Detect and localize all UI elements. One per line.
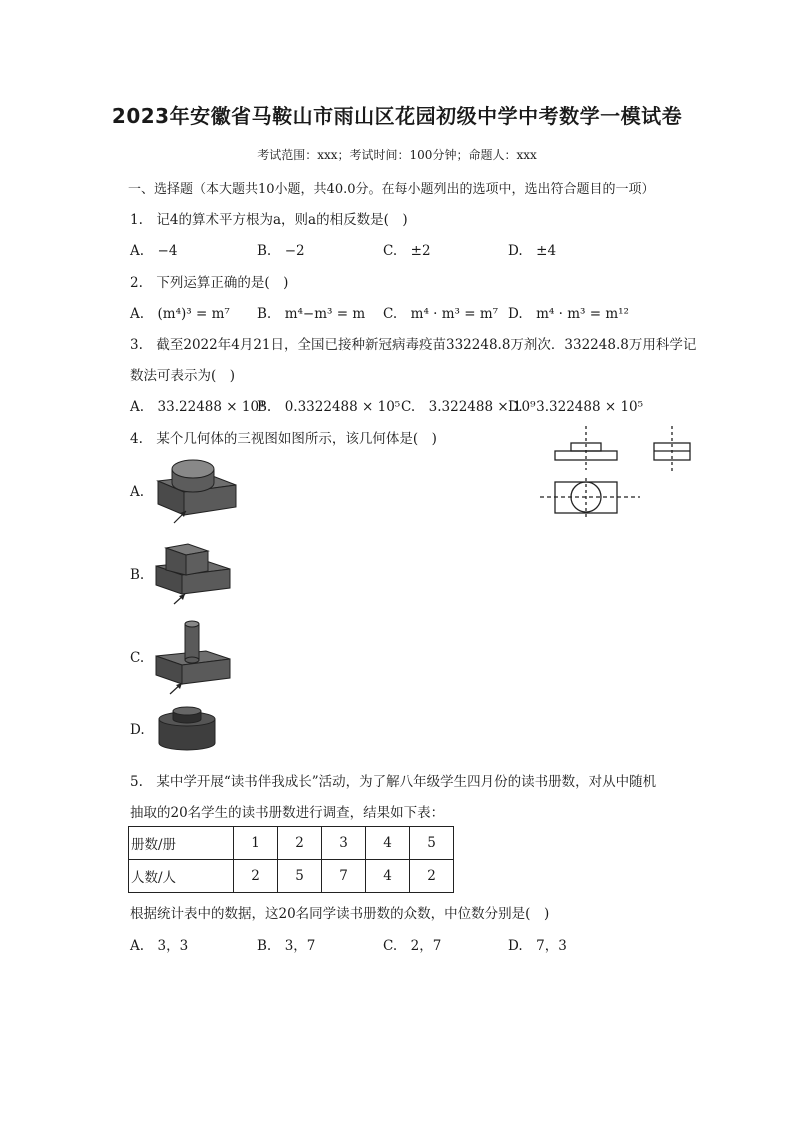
table-cell: 1	[234, 827, 278, 860]
exam-info: 考试范围：xxx；考试时间：100分钟；命题人：xxx	[257, 148, 537, 162]
q5-option-a: A. 3，3	[130, 938, 189, 954]
q2-option-b: B. m⁴−m³ = m	[257, 306, 366, 322]
q1-option-c: C. ±2	[383, 243, 431, 259]
table-row-label: 册数/册	[129, 827, 234, 860]
table-row	[129, 860, 454, 893]
side-view	[654, 426, 690, 472]
q1-option-a: A. −4	[130, 243, 178, 259]
q3-option-d: D. 3.322488 × 10⁵	[508, 399, 644, 415]
question-2-stem: 2. 下列运算正确的是( )	[130, 275, 289, 291]
table-cell: 2	[278, 827, 322, 860]
q3-option-a: A. 33.22488 × 10⁴	[130, 399, 265, 415]
q4-option-a-solid	[150, 455, 245, 527]
table-cell: 4	[366, 860, 410, 893]
q3-option-b: B. 0.3322488 × 10⁵	[257, 399, 401, 415]
section-heading: 一、选择题（本大题共10小题，共40.0分。在每小题列出的选项中，选出符合题目的一项）	[128, 182, 655, 197]
q5-option-d: D. 7，3	[508, 938, 567, 954]
question-4-stem: 4. 某个几何体的三视图如图所示，该几何体是( )	[130, 431, 437, 447]
question-3-stem-line2: 数法可表示为( )	[130, 368, 236, 384]
reading-stats-table	[128, 826, 454, 893]
question-3-stem-line1: 3. 截至2022年4月21日，全国已接种新冠病毒疫苗332248.8万剂次．332248.8万用科学记	[130, 337, 697, 353]
table-cell: 4	[366, 827, 410, 860]
table-cell: 7	[322, 860, 366, 893]
question-5-prompt: 根据统计表中的数据，这20名同学读书册数的众数，中位数分别是( )	[130, 906, 550, 922]
q2-option-d: D. m⁴ · m³ = m¹²	[508, 306, 629, 322]
table-cell: 2	[234, 860, 278, 893]
q4-option-d-solid	[155, 705, 220, 753]
top-view	[540, 478, 640, 518]
q5-option-c: C. 2，7	[383, 938, 442, 954]
table-row-label: 人数/人	[129, 860, 234, 893]
q2-option-c: C. m⁴ · m³ = m⁷	[383, 306, 499, 322]
table-cell: 5	[410, 827, 454, 860]
table-cell: 2	[410, 860, 454, 893]
question-5-stem-line1: 5. 某中学开展“读书伴我成长”活动，为了解八年级学生四月份的读书册数，对从中随机	[130, 774, 657, 790]
page-title: 2023年安徽省马鞍山市雨山区花园初级中学中考数学一模试卷	[111, 104, 683, 128]
table-cell: 5	[278, 860, 322, 893]
question-5-stem-line2: 抽取的20名学生的读书册数进行调查，结果如下表：	[130, 805, 445, 821]
q1-option-d: D. ±4	[508, 243, 557, 259]
question-1-stem: 1. 记4的算术平方根为a，则a的相反数是( )	[130, 212, 408, 228]
three-view-diagram	[540, 420, 700, 520]
q4-option-b-solid	[150, 538, 245, 610]
q4-option-c-label: C.	[130, 650, 145, 666]
q5-option-b: B. 3，7	[257, 938, 316, 954]
q4-option-a-label: A.	[130, 484, 145, 500]
table-row	[129, 827, 454, 860]
q4-option-c-solid	[150, 618, 245, 696]
q4-option-b-label: B.	[130, 567, 145, 583]
front-view	[555, 426, 617, 470]
q4-option-d-label: D.	[130, 722, 145, 738]
q2-option-a: A. (m⁴)³ = m⁷	[130, 306, 230, 322]
q3-option-c: C. 3.322488 × 10⁹	[401, 399, 536, 415]
table-cell: 3	[322, 827, 366, 860]
q1-option-b: B. −2	[257, 243, 305, 259]
